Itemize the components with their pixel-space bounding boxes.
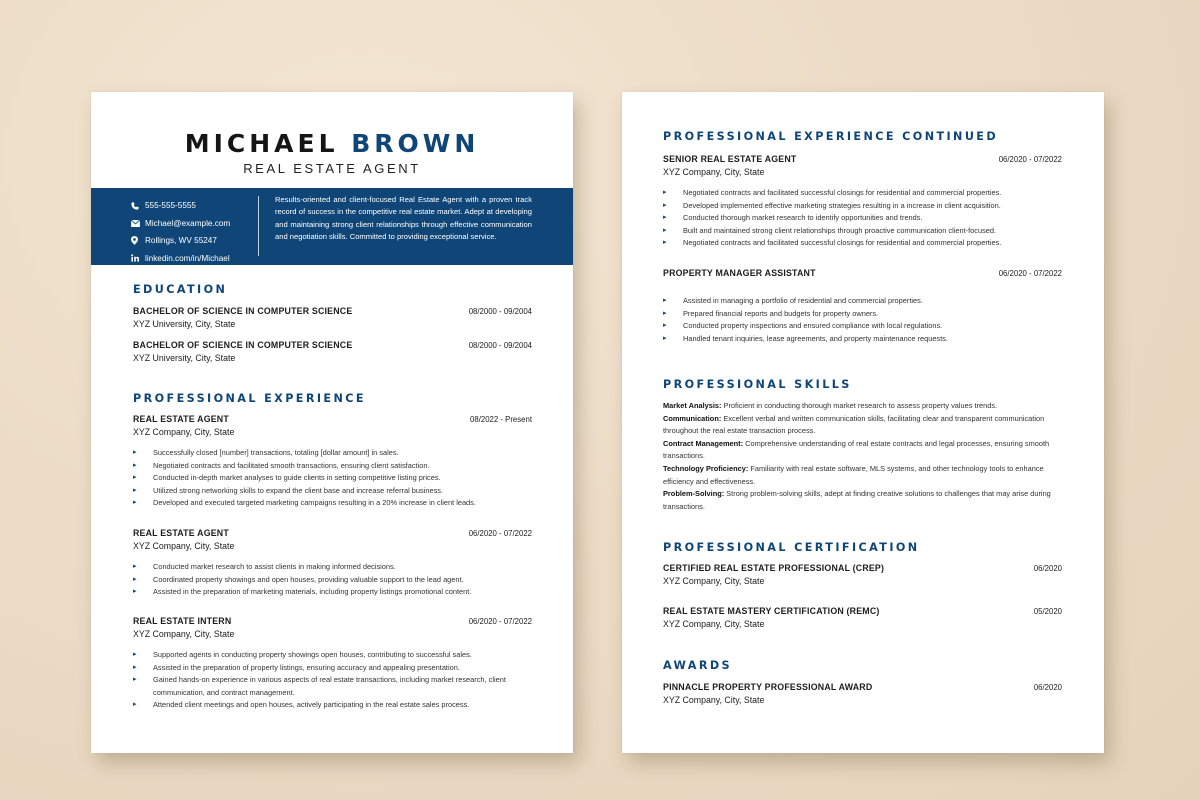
phone-text: 555-555-5555 [145, 201, 196, 211]
last-name: BROWN [351, 129, 480, 158]
skill-label: Contract Management: [663, 438, 744, 448]
bullet-item: ▸ Handled tenant inquiries, lease agreements, and property maintenance requests. [663, 333, 1062, 346]
skills-list [663, 400, 1062, 513]
location-text: Rollings, WV 55247 [145, 236, 217, 246]
skill-item [663, 463, 1062, 488]
bullet-item: ▸ Attended client meetings and open houses, actively participating in the real estate sales process. [133, 699, 532, 712]
education-entry [133, 340, 532, 363]
entry-title: SENIOR REAL ESTATE AGENT [663, 154, 797, 164]
contact-list [131, 197, 230, 267]
skill-item [663, 488, 1062, 513]
candidate-name [91, 130, 573, 158]
entry-date: 06/2020 - 07/2022 [468, 617, 532, 626]
linkedin-text: linkedin.com/in/Michael [145, 253, 230, 263]
resume-page-2 [622, 92, 1104, 753]
entry-title: REAL ESTATE INTERN [133, 616, 232, 626]
entry-subtitle: XYZ Company, City, State [663, 619, 765, 629]
bullet-item: ▸ Utilized strong networking skills to expand the client base and increase referral business. [133, 485, 532, 498]
experience-entry [133, 414, 532, 510]
bullet-item: ▸ Successfully closed [number] transactions, totaling [dollar amount] in sales. [133, 447, 532, 460]
bullet-item: ▸ Negotiated contracts and facilitated smooth transactions, ensuring client satisfaction. [133, 460, 532, 473]
bullet-item: ▸ Negotiated contracts and facilitated successful closings for residential and commercial properties. [663, 187, 1062, 200]
email-text: Michael@example.com [145, 218, 231, 228]
entry-subtitle: XYZ Company, City, State [133, 427, 235, 437]
bullet-item: ▸ Developed implemented effective marketing strategies resulting in a increase in client acquisition. [663, 200, 1062, 213]
bullet-list [133, 561, 532, 599]
bullet-item: ▸ Assisted in the preparation of property listings, ensuring accuracy and appealing presentation. [133, 662, 532, 675]
certification-entry [663, 563, 1062, 586]
education-entry [133, 306, 532, 329]
experience-entry [663, 268, 1062, 345]
experience-entry [663, 154, 1062, 250]
skill-text: Familiarity with real estate software, MLS systems, and other technology tools to enhance efficiency and effectiveness. [663, 463, 1044, 486]
entry-title: REAL ESTATE AGENT [133, 528, 229, 538]
bullet-list [133, 447, 532, 510]
bullet-list [663, 187, 1062, 250]
experience-entry [133, 528, 532, 599]
bullet-list [663, 295, 1062, 345]
job-role: REAL ESTATE AGENT [243, 161, 421, 176]
linkedin-icon [131, 254, 145, 262]
bullet-item: ▸ Conducted property inspections and ensured compliance with local regulations. [663, 320, 1062, 333]
entry-date: 08/2022 - Present [470, 415, 532, 424]
skill-label: Problem-Solving: [663, 489, 725, 499]
bullet-item: ▸ Negotiated contracts and facilitated successful closings for residential and commercial properties. [663, 237, 1062, 250]
profile-summary: Results-oriented and client-focused Real Estate Agent with a proven track record of success in the competitive real estate market. Adept at developing and maintaining strong client relationships through effective communication and negotiation skills. Committed to providing exceptional service. [275, 195, 532, 241]
phone-icon [131, 202, 145, 210]
certification-heading: PROFESSIONAL CERTIFICATION [663, 541, 920, 554]
skill-label: Communication: [663, 413, 722, 423]
contact-linkedin [131, 250, 230, 268]
entry-subtitle: XYZ Company, City, State [663, 167, 765, 177]
entry-date: 06/2020 - 07/2022 [998, 269, 1062, 278]
contact-email [131, 215, 230, 233]
entry-title: BACHELOR OF SCIENCE IN COMPUTER SCIENCE [133, 340, 353, 350]
bullet-item: ▸ Built and maintained strong client relationships through proactive communication client-focused. [663, 225, 1062, 238]
entry-date: 05/2020 [1033, 607, 1062, 616]
skill-text: Comprehensive understanding of real estate contracts and legal processes, ensuring smooth transactions. [663, 438, 1050, 461]
skill-item [663, 413, 1062, 438]
bullet-item: ▸ Conducted in-depth market analyses to guide clients in setting competitive listing prices. [133, 472, 532, 485]
mail-icon [131, 220, 145, 227]
entry-title: REAL ESTATE AGENT [133, 414, 229, 424]
contact-location [131, 232, 230, 250]
awards-heading: AWARDS [663, 659, 733, 672]
bullet-item: ▸ Prepared financial reports and budgets for property owners. [663, 308, 1062, 321]
experience-continued-heading: PROFESSIONAL EXPERIENCE CONTINUED [663, 130, 999, 143]
entry-date: 06/2020 - 07/2022 [998, 155, 1062, 164]
bullet-item: ▸ Conducted thorough market research to identify opportunities and trends. [663, 212, 1062, 225]
bullet-list [133, 649, 532, 712]
entry-title: REAL ESTATE MASTERY CERTIFICATION (REMC) [663, 606, 880, 616]
bullet-item: ▸ Coordinated property showings and open houses, providing valuable support to the lead agent. [133, 574, 532, 587]
entry-date: 08/2000 - 09/2004 [468, 341, 532, 350]
entry-subtitle: XYZ Company, City, State [663, 695, 765, 705]
entry-subtitle: XYZ Company, City, State [663, 576, 765, 586]
experience-entry [133, 616, 532, 712]
skill-label: Technology Proficiency: [663, 463, 749, 473]
entry-date: 06/2020 [1033, 683, 1062, 692]
location-pin-icon [131, 236, 145, 245]
skill-item [663, 438, 1062, 463]
certification-entry [663, 606, 1062, 629]
resume-page-1 [91, 92, 573, 753]
skill-text: Strong problem-solving skills, adept at finding creative solutions to challenges that may arise during transactions. [663, 489, 1051, 511]
bullet-item: ▸ Assisted in the preparation of marketing materials, including property listings promotional content. [133, 586, 532, 599]
award-entry [663, 682, 1062, 705]
experience-heading: PROFESSIONAL EXPERIENCE [133, 392, 366, 405]
entry-date: 06/2020 [1033, 564, 1062, 573]
contact-phone [131, 197, 230, 215]
skill-item [663, 400, 1062, 413]
entry-title: CERTIFIED REAL ESTATE PROFESSIONAL (CREP) [663, 563, 885, 573]
entry-subtitle: XYZ University, City, State [133, 319, 236, 329]
skill-text: Proficient in conducting thorough market research to assess property values trends. [723, 401, 998, 410]
first-name: MICHAEL [184, 129, 339, 158]
entry-date: 06/2020 - 07/2022 [468, 529, 532, 538]
bullet-item: ▸ Gained hands-on experience in various aspects of real estate transactions, including market research, client communication, and contract management. [133, 674, 532, 699]
education-heading: EDUCATION [133, 283, 228, 296]
entry-subtitle: XYZ Company, City, State [133, 629, 235, 639]
entry-date: 08/2000 - 09/2004 [468, 307, 532, 316]
bullet-item: ▸ Assisted in managing a portfolio of residential and commercial properties. [663, 295, 1062, 308]
bullet-item: ▸ Developed and executed targeted marketing campaigns resulting in a 20% increase in client leads. [133, 497, 532, 510]
skill-text: Excellent verbal and written communication skills, facilitating clear and transparent communication throughout the real estate transaction process. [663, 413, 1045, 436]
entry-subtitle: XYZ University, City, State [133, 353, 236, 363]
band-divider [258, 196, 259, 256]
entry-subtitle: XYZ Company, City, State [133, 541, 235, 551]
skills-heading: PROFESSIONAL SKILLS [663, 378, 852, 391]
entry-title: BACHELOR OF SCIENCE IN COMPUTER SCIENCE [133, 306, 353, 316]
entry-title: PROPERTY MANAGER ASSISTANT [663, 268, 816, 278]
skill-label: Market Analysis: [663, 401, 722, 410]
contact-summary-band [91, 188, 573, 265]
bullet-item: ▸ Conducted market research to assist clients in making informed decisions. [133, 561, 532, 574]
bullet-item: ▸ Supported agents in conducting property showings open houses, contributing to successful sales. [133, 649, 532, 662]
entry-title: PINNACLE PROPERTY PROFESSIONAL AWARD [663, 682, 873, 692]
